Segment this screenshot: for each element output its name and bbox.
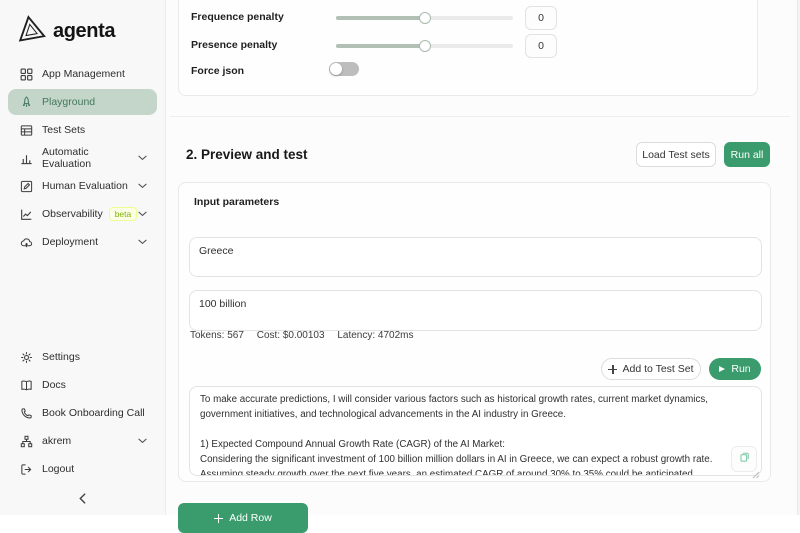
sidebar-item-logout[interactable] — [8, 455, 157, 483]
rocket-icon — [20, 96, 33, 109]
resize-handle[interactable] — [752, 466, 760, 474]
sidebar-item-label: Playground — [42, 96, 96, 108]
sidebar-item-label: Deployment — [42, 236, 99, 248]
frequence-penalty-value[interactable]: 0 — [525, 6, 557, 30]
slider-fill — [336, 44, 425, 48]
panel-divider-line — [797, 0, 798, 515]
sidebar-collapse-button[interactable] — [0, 491, 165, 509]
model-parameters-card — [178, 0, 758, 96]
run-button[interactable] — [709, 358, 761, 380]
presence-penalty-value[interactable]: 0 — [525, 34, 557, 58]
line-chart-icon — [20, 208, 33, 221]
run-all-button[interactable]: Run all — [724, 142, 770, 167]
add-row-button[interactable] — [178, 503, 308, 533]
phone-icon — [20, 407, 33, 420]
presence-penalty-label: Presence penalty — [191, 39, 278, 51]
sidebar-item-label: Human Evaluation — [42, 180, 128, 192]
sidebar-item-playground[interactable] — [8, 89, 157, 115]
sidebar-item-label: App Management — [42, 68, 125, 80]
chevron-down-icon — [138, 239, 147, 245]
sidebar-item-deployment[interactable] — [8, 228, 157, 256]
section-divider — [170, 116, 790, 117]
run-label: Run — [731, 363, 751, 375]
run-stats — [190, 330, 424, 341]
sidebar-item-label: Automatic Evaluation — [42, 146, 92, 170]
load-test-sets-button[interactable]: Load Test sets — [636, 142, 716, 167]
brand-name: agenta — [53, 20, 116, 42]
sidebar-item-observability[interactable] — [8, 200, 157, 228]
investment-input[interactable] — [189, 290, 762, 331]
force-json-toggle[interactable] — [329, 62, 359, 76]
book-icon — [20, 379, 33, 392]
sidebar-item-label: akrem — [42, 435, 72, 447]
sidebar-nav — [8, 60, 157, 256]
slider-fill — [336, 16, 425, 20]
sidebar-item-test-sets[interactable] — [8, 116, 157, 144]
brand-logo — [16, 14, 115, 49]
org-icon — [20, 435, 33, 448]
tokens-stat: Tokens: 567 — [190, 330, 244, 341]
sidebar-item-docs[interactable] — [8, 371, 157, 399]
agenta-logo-icon — [13, 12, 49, 52]
country-input[interactable] — [189, 237, 762, 277]
chevron-down-icon — [138, 155, 147, 161]
sidebar-item-label: Book Onboarding Call — [42, 407, 145, 419]
sidebar-item-label: Docs — [42, 379, 66, 391]
sidebar-item-human-evaluation[interactable] — [8, 172, 157, 200]
sidebar-item-automatic-evaluation[interactable] — [8, 144, 157, 172]
table-icon — [20, 124, 33, 137]
play-icon — [719, 366, 725, 372]
edit-square-icon — [20, 180, 33, 193]
output-area — [189, 386, 762, 476]
chevron-down-icon — [138, 183, 147, 189]
input-parameters-title: Input parameters — [194, 196, 280, 208]
chevron-down-icon — [138, 438, 147, 444]
grid-icon — [20, 68, 33, 81]
toggle-knob — [330, 63, 342, 75]
sidebar-item-label: Observability — [42, 208, 103, 220]
chevron-left-icon — [78, 491, 87, 508]
model-output-textarea[interactable] — [189, 386, 762, 476]
presence-penalty-slider[interactable] — [336, 40, 513, 52]
chevron-down-icon — [138, 211, 147, 217]
plus-icon — [608, 365, 617, 374]
beta-badge: beta — [109, 207, 138, 221]
sidebar-item-label: Test Sets — [42, 124, 86, 136]
add-to-test-set-button[interactable] — [601, 358, 701, 380]
force-json-label: Force json — [191, 65, 245, 77]
copy-icon — [738, 450, 751, 468]
plus-icon — [214, 514, 223, 523]
bar-chart-icon — [20, 152, 33, 165]
preview-section-title: 2. Preview and test — [186, 147, 308, 162]
slider-handle[interactable] — [419, 12, 431, 24]
latency-stat: Latency: 4702ms — [337, 330, 414, 341]
sidebar-item-book-onboarding-call[interactable] — [8, 399, 157, 427]
slider-handle[interactable] — [419, 40, 431, 52]
sidebar — [0, 0, 166, 515]
cloud-upload-icon — [20, 236, 33, 249]
sidebar-footer-nav — [8, 343, 157, 483]
frequence-penalty-label: Frequence penalty — [191, 11, 284, 23]
sidebar-item-label: Settings — [42, 351, 80, 363]
cost-stat: Cost: $0.00103 — [256, 330, 325, 341]
sidebar-item-app-management[interactable] — [8, 60, 157, 88]
add-row-label: Add Row — [229, 512, 272, 524]
add-to-test-set-label: Add to Test Set — [622, 363, 694, 375]
sidebar-item-user-akrem[interactable] — [8, 427, 157, 455]
sidebar-item-settings[interactable] — [8, 343, 157, 371]
gear-icon — [20, 351, 33, 364]
main-content — [166, 0, 800, 524]
input-parameters-card — [178, 182, 771, 482]
sidebar-item-label: Logout — [42, 463, 75, 475]
frequence-penalty-slider[interactable] — [336, 12, 513, 24]
logout-icon — [20, 463, 33, 476]
